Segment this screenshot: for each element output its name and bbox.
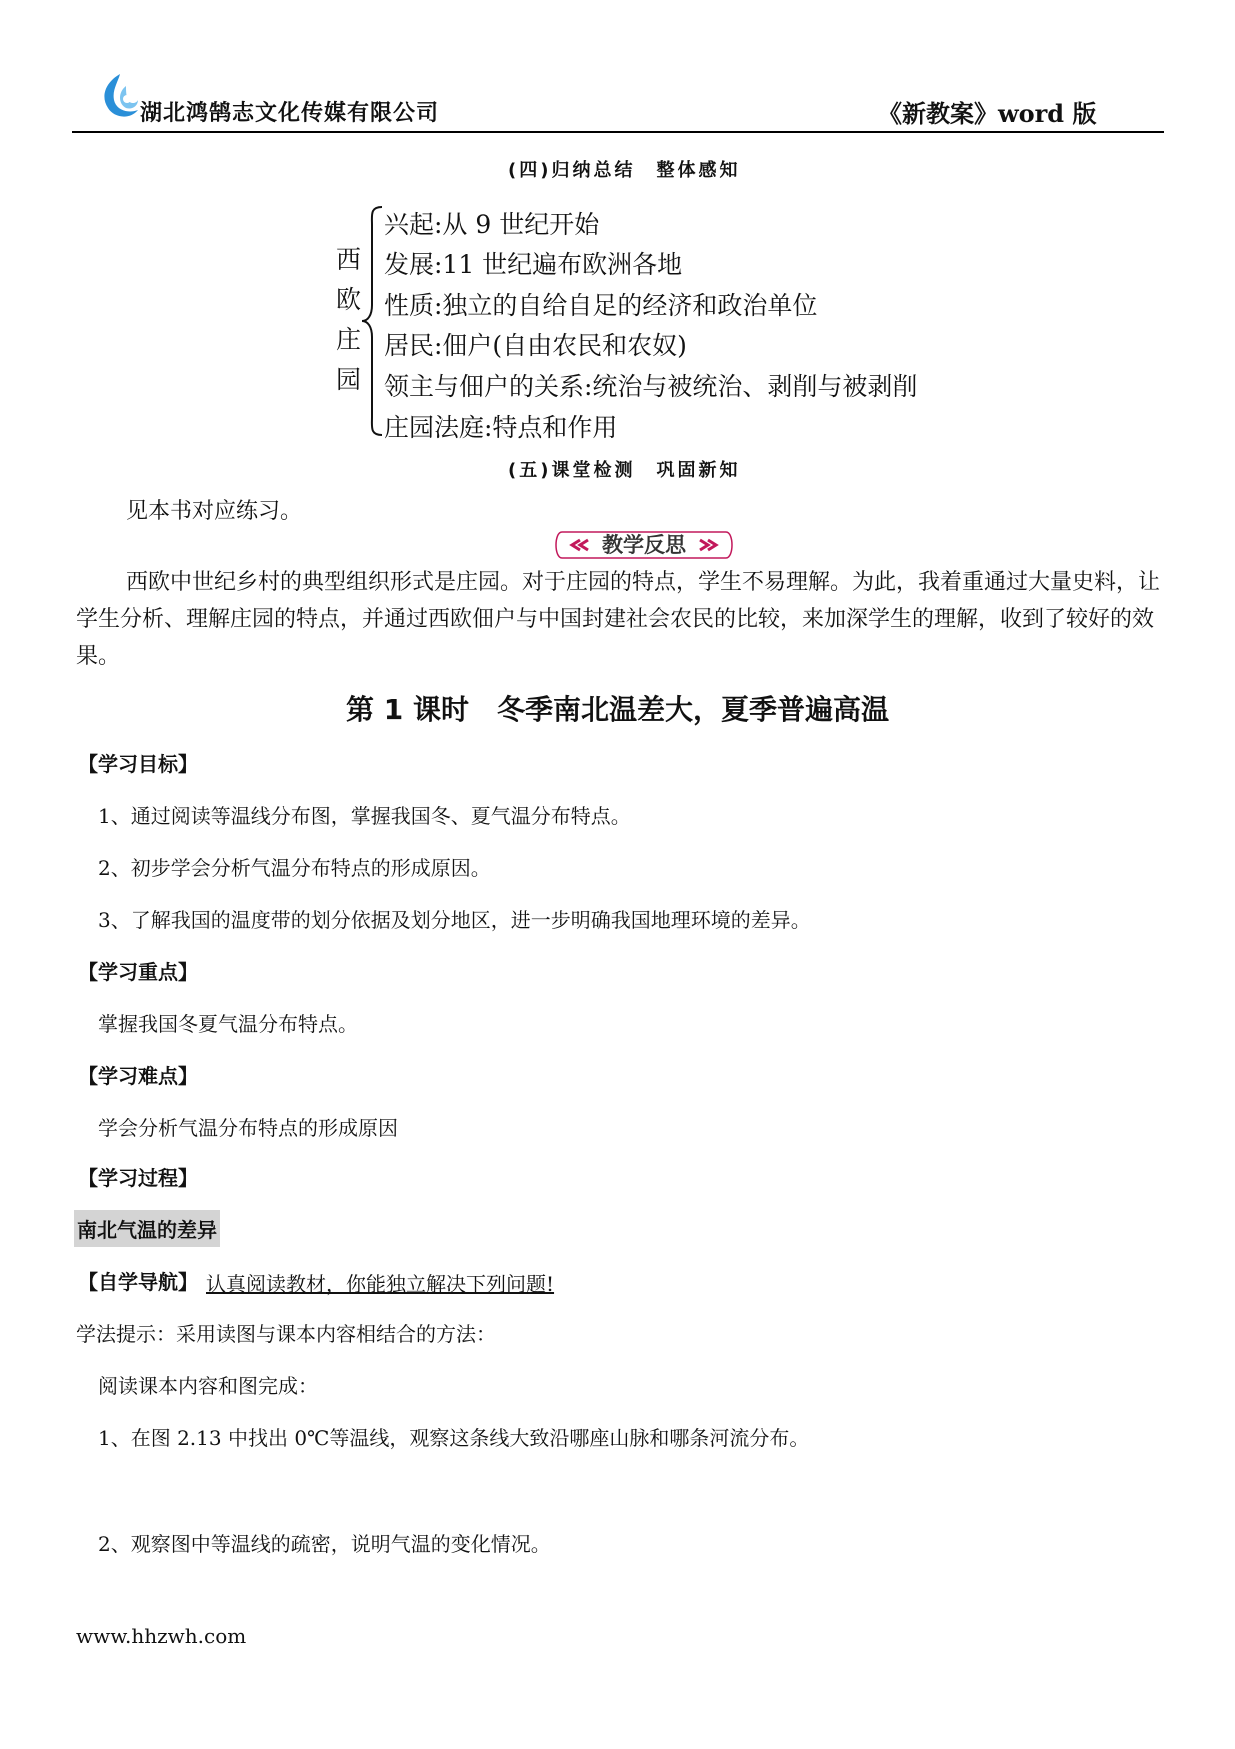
reflection-paragraph: 西欧中世纪乡村的典型组织形式是庄园。对于庄园的特点，学生不易理解。为此，我着重通过大量史料，让学生分析、理解庄园的特点，并通过西欧佃户与中国封建社会农民的比较，来加深学生的理解，收到了较好的效果。 xyxy=(76,570,1161,669)
outline-root-char: 庄 xyxy=(336,325,362,354)
reflection-banner-title: 教学反思 xyxy=(602,533,686,557)
outline-root-char: 西 xyxy=(336,245,362,274)
lesson-title: 第 1 课时 冬季南北温差大，夏季普遍高温 xyxy=(346,693,889,726)
outline-item: 发展:11 世纪遍布欧洲各地 xyxy=(384,250,683,279)
outline-item: 领主与佃户的关系:统治与被统治、剥削与被剥削 xyxy=(384,372,918,401)
edition-label: 《新教案》word 版 xyxy=(878,99,1097,128)
method-tip: 学法提示：采用读图与课本内容相结合的方法： xyxy=(76,1322,496,1346)
header-divider xyxy=(72,131,1164,133)
goals-label: 【学习目标】 xyxy=(78,752,198,776)
check-heading: (五)课堂检测 巩固新知 xyxy=(508,460,741,481)
question-item: 1、在图 2.13 中找出 0℃等温线，观察这条线大致沿哪座山脉和哪条河流分布。 xyxy=(98,1426,810,1450)
outline-item: 兴起:从 9 世纪开始 xyxy=(384,210,600,239)
goal-item: 2、初步学会分析气温分布特点的形成原因。 xyxy=(98,856,491,880)
check-text: 见本书对应练习。 xyxy=(126,499,303,524)
goal-item: 3、了解我国的温度带的划分依据及划分地区，进一步明确我国地理环境的差异。 xyxy=(98,908,811,932)
goal-item: 1、通过阅读等温线分布图，掌握我国冬、夏气温分布特点。 xyxy=(98,804,631,828)
difficulty-label: 【学习难点】 xyxy=(78,1064,198,1088)
outline-root-char: 欧 xyxy=(336,285,362,314)
guide-text: 认真阅读教材，你能独立解决下列问题! xyxy=(206,1272,555,1296)
outline-item: 性质:独立的自给自足的经济和政治单位 xyxy=(384,291,818,320)
outline-item: 居民:佃户(自由农民和农奴) xyxy=(384,331,687,360)
instruction-text: 阅读课本内容和图完成： xyxy=(98,1374,318,1398)
process-label: 【学习过程】 xyxy=(78,1166,198,1190)
section-heading: 南北气温的差异 xyxy=(74,1210,220,1247)
outline-brace xyxy=(360,205,384,437)
outline-item: 庄园法庭:特点和作用 xyxy=(384,413,618,442)
company-logo-icon xyxy=(96,72,144,122)
difficulty-text: 学会分析气温分布特点的形成原因 xyxy=(98,1116,398,1140)
question-item: 2、观察图中等温线的疏密，说明气温的变化情况。 xyxy=(98,1532,551,1556)
footer-url: www.hhzwh.com xyxy=(76,1624,247,1648)
key-label: 【学习重点】 xyxy=(78,960,198,984)
guide-label: 【自学导航】 xyxy=(78,1270,198,1294)
outline-root-char: 园 xyxy=(336,365,362,394)
summary-heading: (四)归纳总结 整体感知 xyxy=(508,160,741,181)
key-text: 掌握我国冬夏气温分布特点。 xyxy=(98,1012,358,1036)
company-name: 湖北鸿鹄志文化传媒有限公司 xyxy=(140,101,440,126)
